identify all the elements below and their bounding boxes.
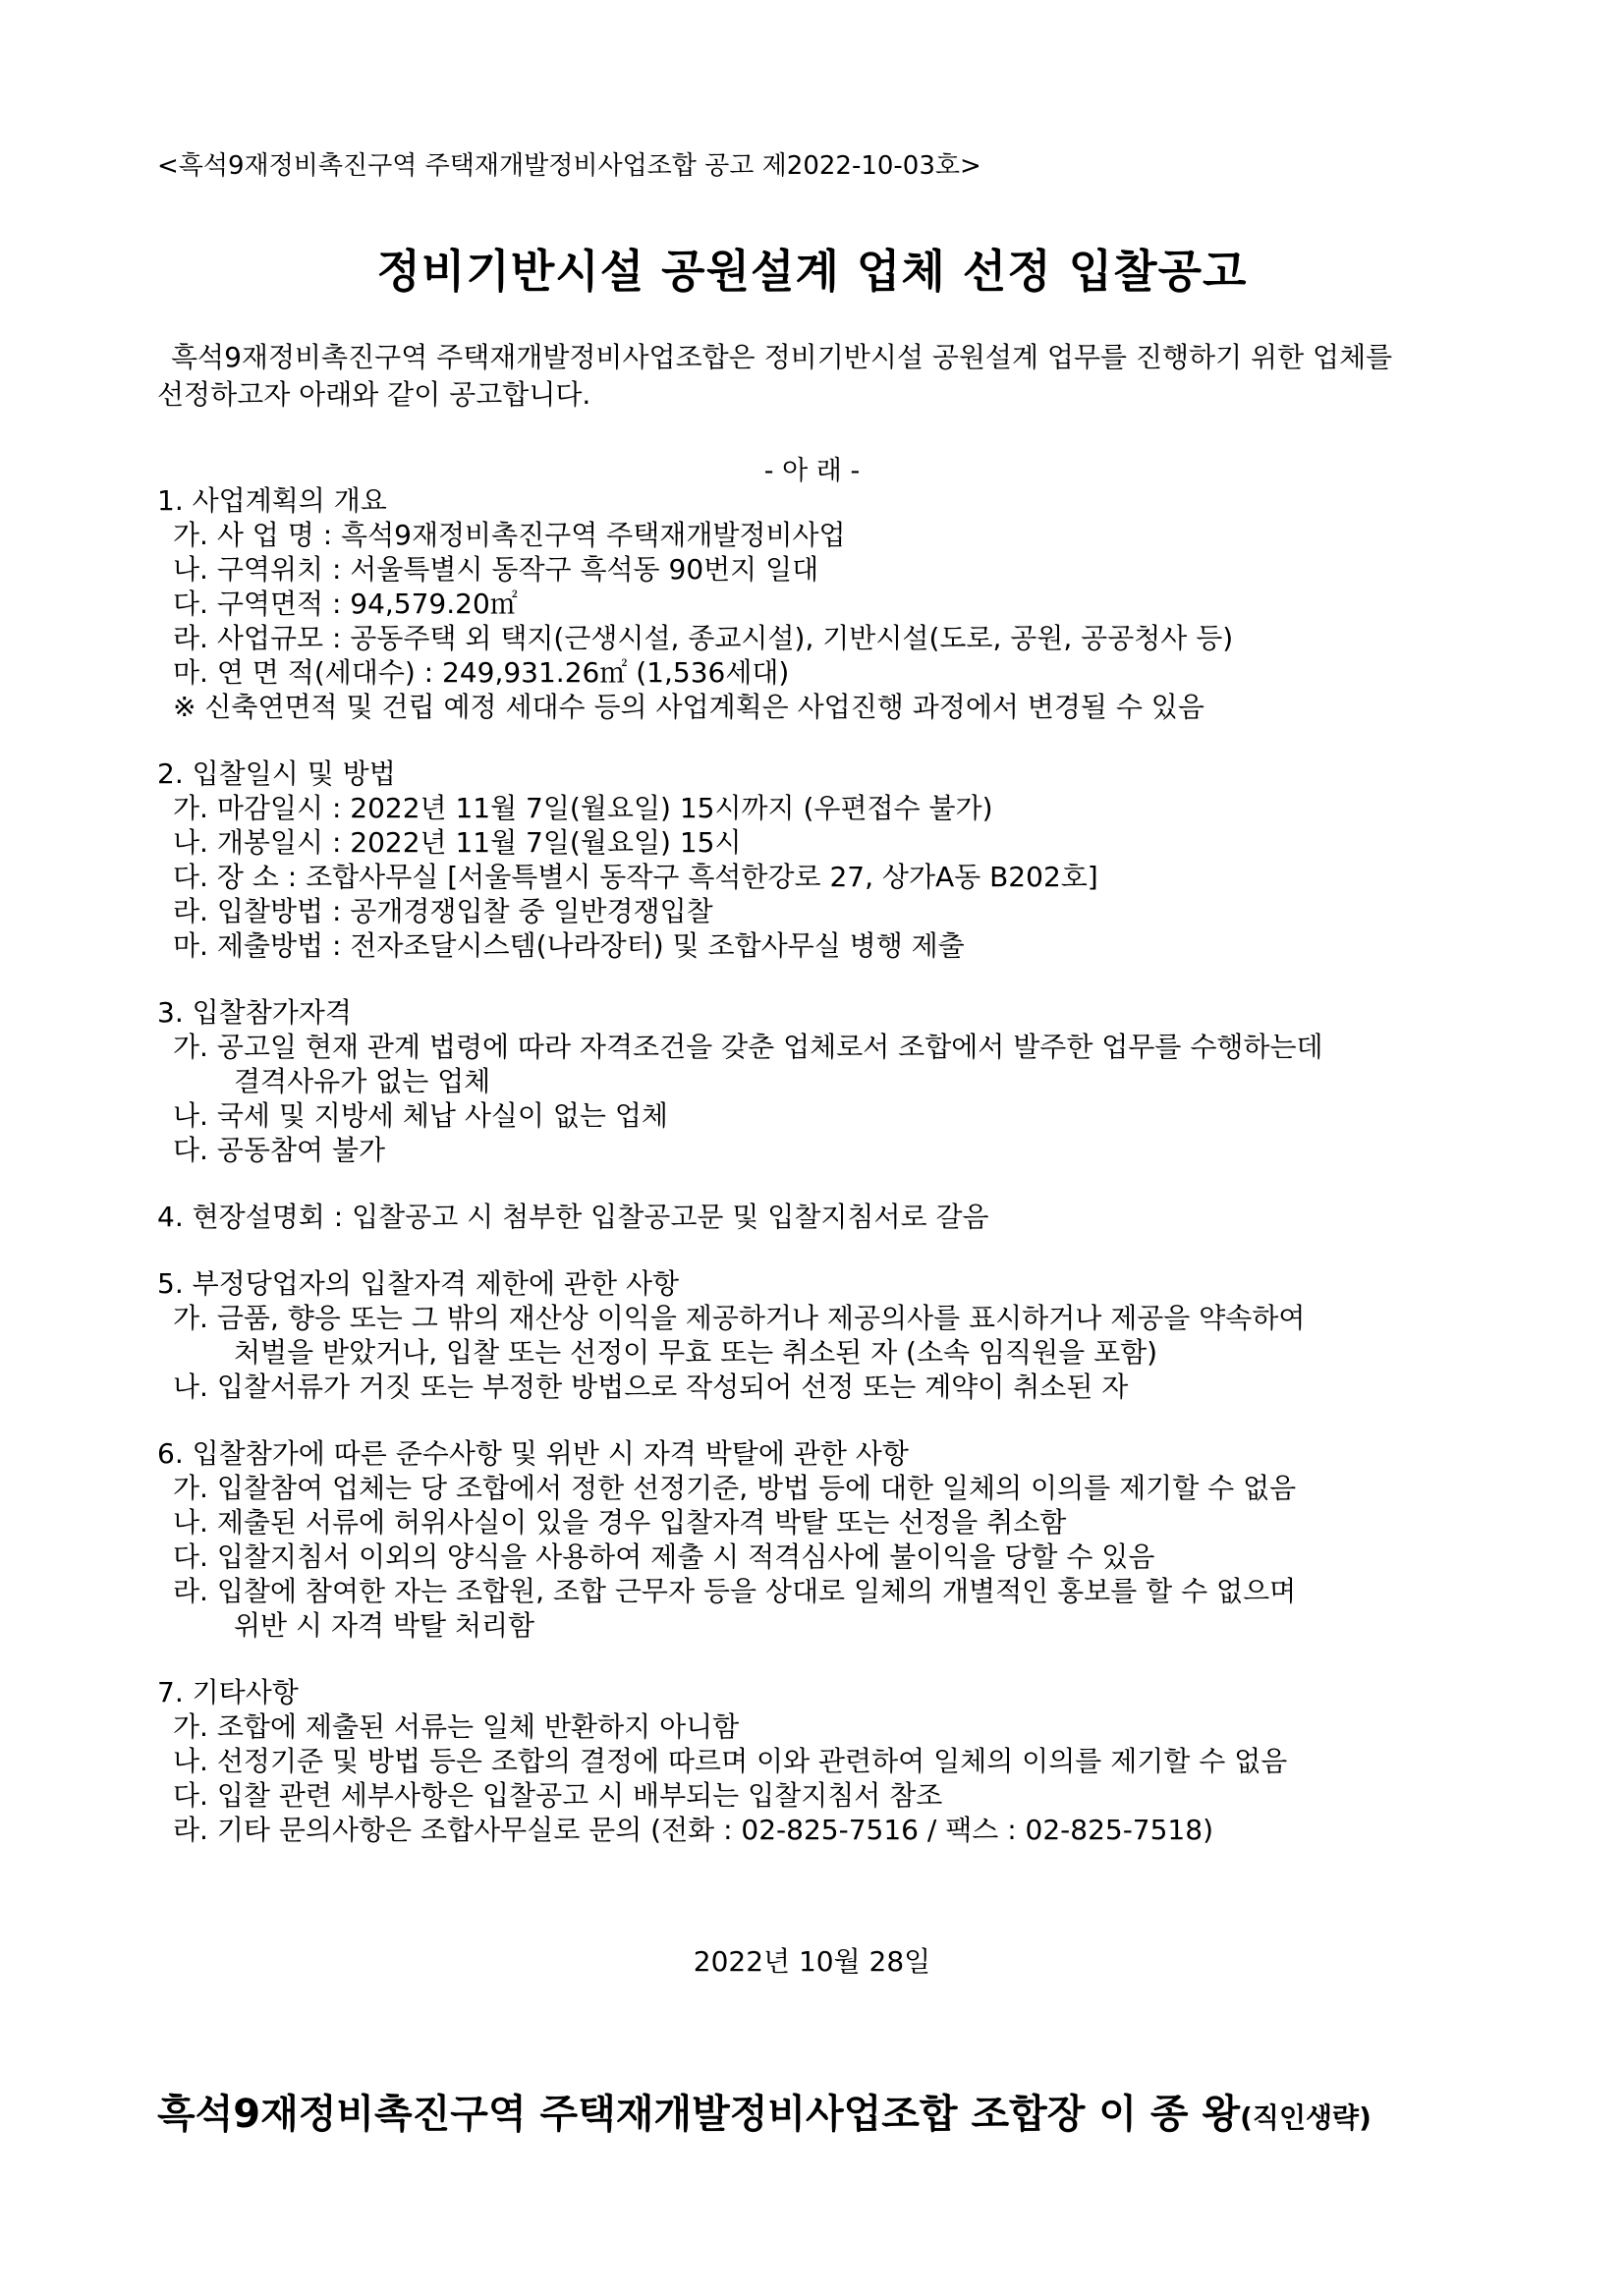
page-title: 정비기반시설 공원설계 업체 선정 입찰공고	[376, 245, 1248, 298]
section-item: 라. 입찰에 참여한 자는 조합원, 조합 근무자 등을 상대로 일체의 개별적인 홍보를 할 수 없으며	[173, 1575, 1297, 1607]
section-item: 다. 입찰 관련 세부사항은 입찰공고 시 배부되는 입찰지침서 참조	[173, 1779, 943, 1812]
notice-body	[157, 483, 1513, 1847]
section-item: 다. 공동참여 불가	[173, 1134, 386, 1166]
section-item: 라. 사업규모 : 공동주택 외 택지(근생시설, 종교시설), 기반시설(도로, 공원, 공공청사 등)	[173, 622, 1234, 654]
section-heading: 4. 현장설명회 : 입찰공고 시 첨부한 입찰공고문 및 입찰지침서로 갈음	[157, 1201, 989, 1233]
section-heading: 2. 입찰일시 및 방법	[157, 757, 396, 790]
notice-number: <흑석9재정비촉진구역 주택재개발정비사업조합 공고 제2022-10-03호>	[157, 151, 981, 181]
section-heading: 5. 부정당업자의 입찰자격 제한에 관한 사항	[157, 1267, 680, 1300]
section-item: 나. 구역위치 : 서울특별시 동작구 흑석동 90번지 일대	[173, 553, 819, 586]
intro-line: 선정하고자 아래와 같이 공고합니다.	[157, 378, 591, 411]
section-heading: 3. 입찰참가자격	[157, 996, 352, 1029]
signature-org: 흑석9재정비촉진구역 주택재개발정비사업조합 조합장 이 종 왕	[157, 2092, 1241, 2137]
section-heading: 6. 입찰참가에 따른 준수사항 및 위반 시 자격 박탈에 관한 사항	[157, 1437, 909, 1470]
section-item: 다. 입찰지침서 이외의 양식을 사용하여 제출 시 적격심사에 불이익을 당할 수 있음	[173, 1540, 1155, 1573]
section-item: 나. 제출된 서류에 허위사실이 있을 경우 입찰자격 박탈 또는 선정을 취소함	[173, 1506, 1067, 1539]
section-note: ※ 신축연면적 및 건립 예정 세대수 등의 사업계획은 사업진행 과정에서 변경될 수 있음	[173, 691, 1204, 723]
section-item: 라. 입찰방법 : 공개경쟁입찰 중 일반경쟁입찰	[173, 895, 713, 927]
section-item: 나. 선정기준 및 방법 등은 조합의 결정에 따르며 이와 관련하여 일체의 이의를 제기할 수 없음	[173, 1745, 1288, 1777]
section-item: 나. 입찰서류가 거짓 또는 부정한 방법으로 작성되어 선정 또는 계약이 취소된 자	[173, 1371, 1129, 1403]
section-item-continued: 처벌을 받았거나, 입찰 또는 선정이 무효 또는 취소된 자 (소속 임직원을 포함)	[234, 1336, 1158, 1369]
intro-line: 흑석9재정비촉진구역 주택재개발정비사업조합은 정비기반시설 공원설계 업무를 진행하기 위한 업체를	[171, 341, 1393, 373]
section-item: 마. 제출방법 : 전자조달시스템(나라장터) 및 조합사무실 병행 제출	[173, 929, 965, 962]
notice-date: 2022년 10월 28일	[693, 1945, 931, 1978]
intro-paragraph	[157, 339, 1493, 414]
section-item: 가. 공고일 현재 관계 법령에 따라 자격조건을 갖춘 업체로서 조합에서 발주한 업무를 수행하는데	[173, 1031, 1323, 1063]
seal-note: (직인생략)	[1240, 2101, 1372, 2134]
section-item: 가. 입찰참여 업체는 당 조합에서 정한 선정기준, 방법 등에 대한 일체의 이의를 제기할 수 없음	[173, 1472, 1297, 1504]
section-item: 가. 금품, 향응 또는 그 밖의 재산상 이익을 제공하거나 제공의사를 표시하거나 제공을 약속하여	[173, 1302, 1306, 1334]
section-heading: 7. 기타사항	[157, 1676, 299, 1708]
section-item: 나. 국세 및 지방세 체납 사실이 없는 업체	[173, 1099, 668, 1132]
section-item: 가. 조합에 제출된 서류는 일체 반환하지 아니함	[173, 1710, 740, 1743]
section-item: 가. 사 업 명 : 흑석9재정비촉진구역 주택재개발정비사업	[173, 519, 846, 551]
section-item: 다. 구역면적 : 94,579.20㎡	[173, 588, 518, 620]
section-heading: 1. 사업계획의 개요	[157, 484, 387, 517]
signature-line	[157, 2083, 1372, 2139]
section-item: 가. 마감일시 : 2022년 11월 7일(월요일) 15시까지 (우편접수 불가)	[173, 792, 993, 824]
section-item-continued: 위반 시 자격 박탈 처리함	[234, 1609, 535, 1642]
section-divider-label: - 아 래 -	[763, 456, 861, 486]
section-item: 나. 개봉일시 : 2022년 11월 7일(월요일) 15시	[173, 826, 742, 859]
section-item: 마. 연 면 적(세대수) : 249,931.26㎡ (1,536세대)	[173, 656, 790, 689]
section-item: 라. 기타 문의사항은 조합사무실로 문의 (전화 : 02-825-7516 / 팩스 : 02-825-7518)	[173, 1814, 1213, 1846]
section-item-continued: 결격사유가 없는 업체	[234, 1065, 491, 1097]
section-item: 다. 장 소 : 조합사무실 [서울특별시 동작구 흑석한강로 27, 상가A동 B202호]	[173, 861, 1098, 893]
